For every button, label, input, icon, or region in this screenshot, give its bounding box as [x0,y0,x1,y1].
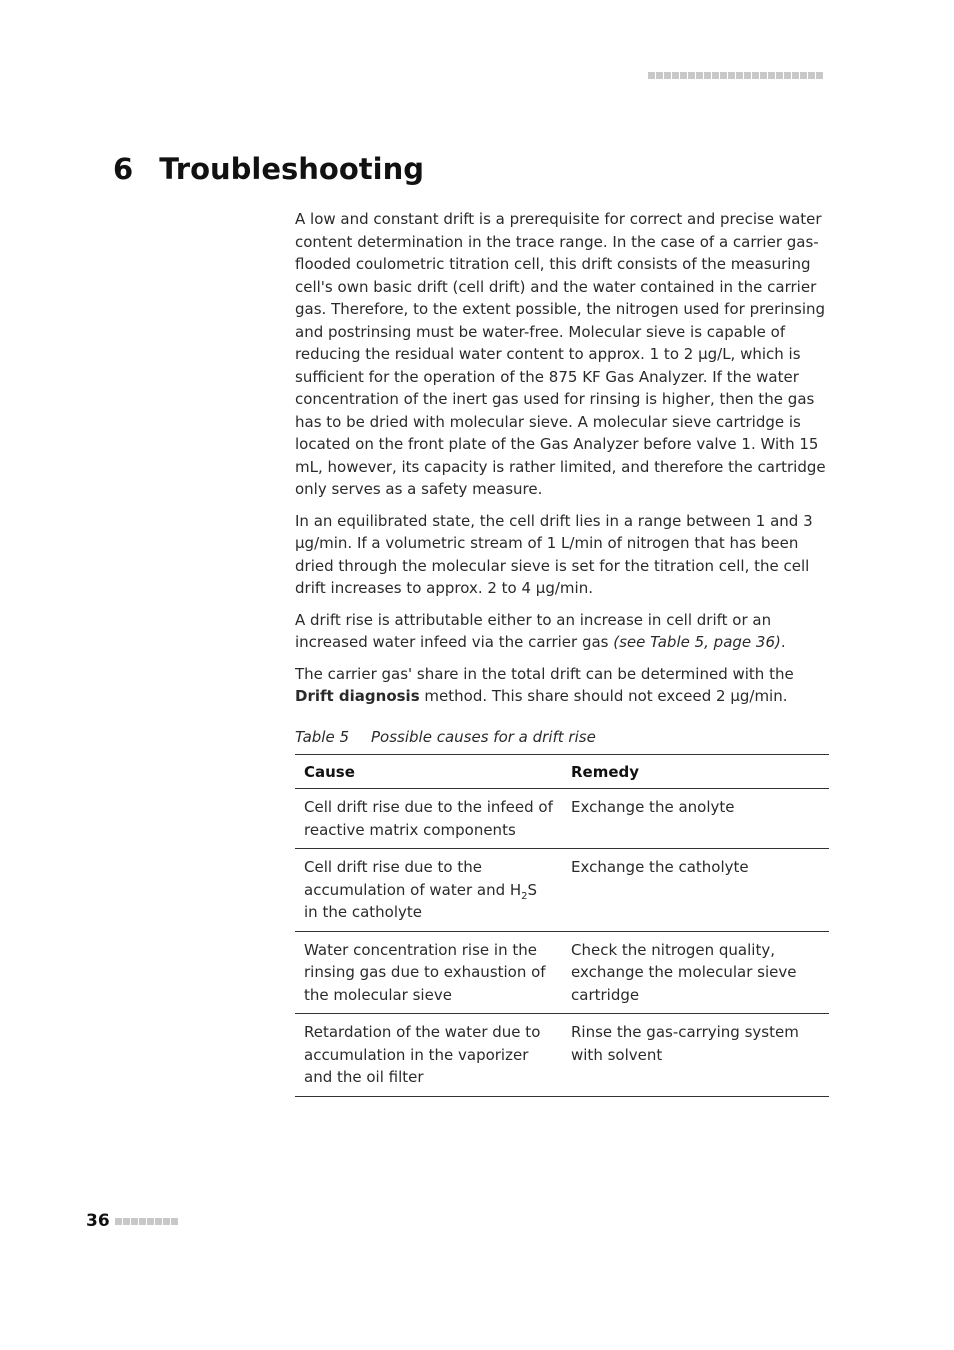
table-row [295,789,829,849]
remedy-cell: Exchange the anolyte [571,798,735,816]
footer-decoration [115,1218,178,1225]
table-header-row [295,754,829,789]
table-caption-label: Table 5 [295,727,350,746]
page-number: 36 [86,1211,110,1231]
cause-text-end: S in the catholyte [304,880,538,921]
cause-cell: Retardation of the water due to accumulation in the vaporizer and the oil filter [304,1023,541,1086]
table-caption-text: Possible causes for a drift rise [371,727,596,746]
paragraph-text-end: . [780,633,786,651]
paragraph-equilibrated: In an equilibrated state, the cell drift lies in a range between 1 and 3 µg/min. If a volumetric stream of 1 L/min of nitrogen that has been dried through the molecular sieve is set for the titration cell, the cell drift increases to approx. 2 to 4 µg/min. [295,511,813,597]
table-row [295,1014,829,1097]
remedy-cell: Exchange the catholyte [571,858,749,876]
paragraph-drift-rise [295,609,830,654]
page-footer [86,1211,178,1231]
remedy-cell: Rinse the gas-carrying system with solvent [571,1023,799,1064]
chapter-title: Troubleshooting [159,152,424,186]
table-reference-link[interactable]: (see Table 5, page 36) [613,633,781,651]
drift-causes-table [295,754,829,1097]
header-decoration [648,72,823,79]
cause-text: Cell drift rise due to the accumulation of water and H [304,858,522,899]
cause-cell [295,849,562,932]
paragraph-drift-diagnosis [295,663,830,708]
table-row [295,931,829,1014]
table-caption [295,726,830,748]
chapter-heading [113,150,424,188]
column-header-cause: Cause [304,762,355,781]
table-row [295,849,829,932]
subscript: 2 [521,890,528,902]
paragraph-intro: A low and constant drift is a prerequisite for correct and precise water content determination in the trace range. In the case of a carrier gas-flooded coulometric titration cell, this drift consists of the measuring cell's own basic drift (cell drift) and the water contained in the carrier gas. Therefore, to the extent possible, the nitrogen used for prerinsing and postrinsing must be water-free. Molecular sieve is capable of reducing the residual water content to approx. 1 to 2 µg/L, which is sufficient for the operation of the 875 KF Gas Analyzer. If the water concentration of the inert gas used for rinsing is higher, then the gas has to be dried with molecular sieve. A molecular sieve cartridge is located on the front plate of the Gas Analyzer before valve 1. With 15 mL, however, its capacity is rather limited, and therefore the cartridge only serves as a safety measure. [295,210,826,498]
main-content [295,208,830,1097]
chapter-number: 6 [113,152,134,186]
column-header-remedy: Remedy [571,762,640,781]
paragraph-text: A drift rise is attributable either to an increase in cell drift or an increased water infeed via the carrier gas [295,610,772,651]
cause-cell: Water concentration rise in the rinsing gas due to exhaustion of the molecular sieve [304,940,546,1004]
remedy-cell: Check the nitrogen quality, exchange the molecular sieve cartridge [571,940,797,1004]
cause-cell: Cell drift rise due to the infeed of reactive matrix components [304,798,553,839]
method-name: Drift diagnosis [295,687,420,705]
paragraph-text: The carrier gas' share in the total drift can be determined with the [295,664,794,683]
paragraph-text-end: method. This share should not exceed 2 µg/min. [419,687,788,705]
